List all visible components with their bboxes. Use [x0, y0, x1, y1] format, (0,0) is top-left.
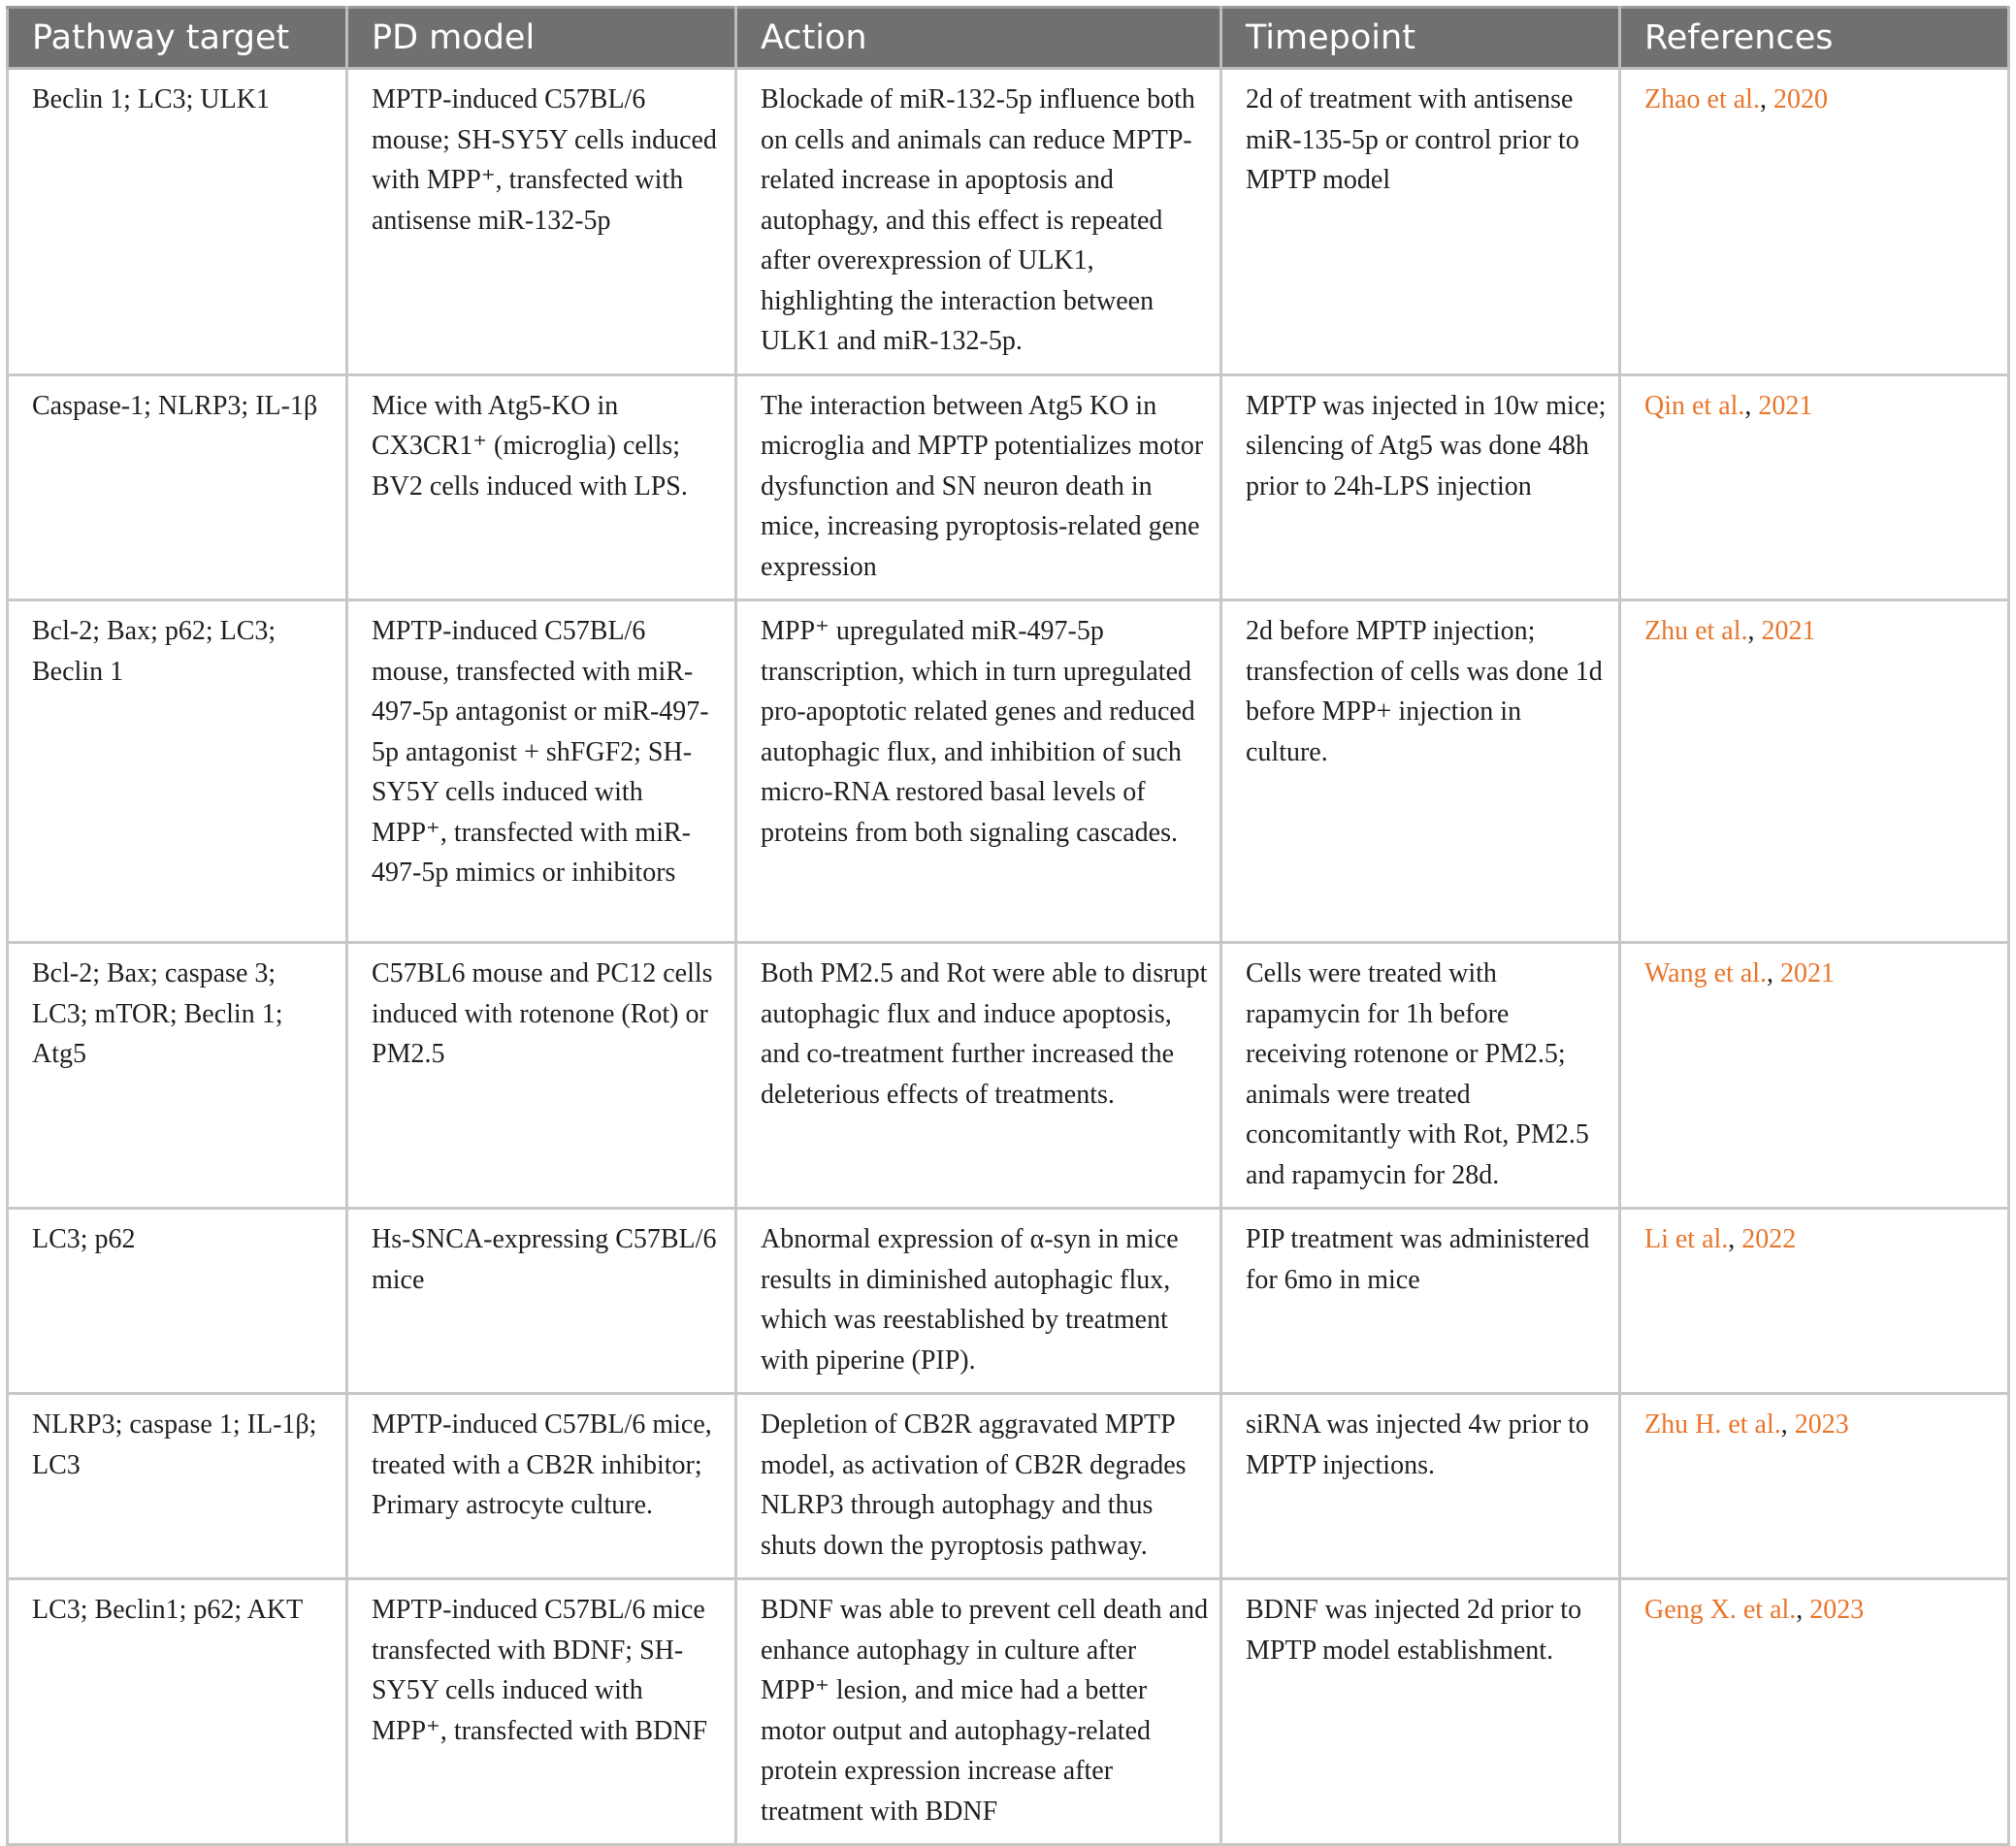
cell-pathway: Bcl-2; Bax; p62; LC3; Beclin 1 — [8, 600, 347, 943]
cell-timepoint: Cells were treated with rapamycin for 1h before receiving rotenone or PM2.5; animals were treated concomitantly with Rot, PM2.5 and rapamycin for 28d. — [1221, 943, 1620, 1209]
cell-pathway: LC3; Beclin1; p62; AKT — [8, 1579, 347, 1845]
cell-pathway: Caspase-1; NLRP3; IL-1β — [8, 374, 347, 600]
cell-timepoint: siRNA was injected 4w prior to MPTP injections. — [1221, 1394, 1620, 1579]
reference-author-link[interactable]: Geng X. et al. — [1644, 1595, 1797, 1625]
cell-reference: Li et al., 2022 — [1620, 1209, 2009, 1394]
table-row — [8, 1394, 2009, 1579]
reference-author-link[interactable]: Zhao et al. — [1644, 84, 1760, 114]
cell-model: MPTP-induced C57BL/6 mice, treated with a CB2R inhibitor; Primary astrocyte culture. — [347, 1394, 736, 1579]
table-row — [8, 69, 2009, 375]
reference-year-link[interactable]: 2021 — [1758, 390, 1813, 421]
reference-author-link[interactable]: Li et al. — [1644, 1224, 1729, 1254]
cell-pathway: NLRP3; caspase 1; IL-1β; LC3 — [8, 1394, 347, 1579]
cell-model: Hs-SNCA-expressing C57BL/6 mice — [347, 1209, 736, 1394]
cell-reference: Geng X. et al., 2023 — [1620, 1579, 2009, 1845]
reference-author-link[interactable]: Zhu et al. — [1644, 616, 1748, 646]
header-pd-model: PD model — [347, 8, 736, 69]
cell-action: BDNF was able to prevent cell death and enhance autophagy in culture after MPP⁺ lesion, and mice had a better motor output and autophagy-related protein expression increase after treatment with BDNF — [736, 1579, 1221, 1845]
cell-model: MPTP-induced C57BL/6 mouse; SH-SY5Y cells induced with MPP⁺, transfected with antisense miR-132-5p — [347, 69, 736, 375]
cell-reference: Qin et al., 2021 — [1620, 374, 2009, 600]
table-header — [8, 8, 2009, 69]
cell-model: MPTP-induced C57BL/6 mice transfected with BDNF; SH-SY5Y cells induced with MPP⁺, transfected with BDNF — [347, 1579, 736, 1845]
reference-year-link[interactable]: 2023 — [1809, 1595, 1865, 1625]
reference-year-link[interactable]: 2023 — [1794, 1409, 1849, 1440]
cell-model: Mice with Atg5-KO in CX3CR1⁺ (microglia) cells; BV2 cells induced with LPS. — [347, 374, 736, 600]
table-row — [8, 1209, 2009, 1394]
table-row — [8, 943, 2009, 1209]
cell-model: C57BL6 mouse and PC12 cells induced with rotenone (Rot) or PM2.5 — [347, 943, 736, 1209]
cell-timepoint: 2d of treatment with antisense miR-135-5p or control prior to MPTP model — [1221, 69, 1620, 375]
header-timepoint: Timepoint — [1221, 8, 1620, 69]
cell-reference: Zhu et al., 2021 — [1620, 600, 2009, 943]
header-row — [8, 8, 2009, 69]
header-references: References — [1620, 8, 2009, 69]
reference-year-link[interactable]: 2020 — [1772, 84, 1828, 114]
cell-pathway: Beclin 1; LC3; ULK1 — [8, 69, 347, 375]
cell-pathway: LC3; p62 — [8, 1209, 347, 1394]
cell-reference: Zhu H. et al., 2023 — [1620, 1394, 2009, 1579]
reference-author-link[interactable]: Zhu H. et al. — [1644, 1409, 1781, 1440]
pathway-table — [6, 6, 2010, 1846]
header-action: Action — [736, 8, 1221, 69]
reference-year-link[interactable]: 2021 — [1780, 958, 1836, 988]
cell-timepoint: BDNF was injected 2d prior to MPTP model establishment. — [1221, 1579, 1620, 1845]
reference-year-link[interactable]: 2022 — [1741, 1224, 1797, 1254]
table-row — [8, 600, 2009, 943]
cell-timepoint: MPTP was injected in 10w mice; silencing of Atg5 was done 48h prior to 24h-LPS injection — [1221, 374, 1620, 600]
cell-timepoint: PIP treatment was administered for 6mo in mice — [1221, 1209, 1620, 1394]
cell-action: Abnormal expression of α-syn in mice results in diminished autophagic flux, which was reestablished by treatment with piperine (PIP). — [736, 1209, 1221, 1394]
cell-reference: Wang et al., 2021 — [1620, 943, 2009, 1209]
cell-timepoint: 2d before MPTP injection; transfection of cells was done 1d before MPP+ injection in culture. — [1221, 600, 1620, 943]
table-container — [6, 6, 2007, 1846]
cell-action: Blockade of miR-132-5p influence both on cells and animals can reduce MPTP-related increase in apoptosis and autophagy, and this effect is repeated after overexpression of ULK1, highlighting the interaction between ULK1 and miR-132-5p. — [736, 69, 1221, 375]
reference-author-link[interactable]: Wang et al. — [1644, 958, 1768, 988]
table-row — [8, 1579, 2009, 1845]
cell-pathway: Bcl-2; Bax; caspase 3; LC3; mTOR; Beclin 1; Atg5 — [8, 943, 347, 1209]
header-pathway-target: Pathway target — [8, 8, 347, 69]
table-body — [8, 69, 2009, 1845]
table-row — [8, 374, 2009, 600]
cell-action: MPP⁺ upregulated miR-497-5p transcription, which in turn upregulated pro-apoptotic related genes and reduced autophagic flux, and inhibition of such micro-RNA restored basal levels of proteins from both signaling cascades. — [736, 600, 1221, 943]
reference-author-link[interactable]: Qin et al. — [1644, 390, 1745, 421]
cell-action: The interaction between Atg5 KO in microglia and MPTP potentializes motor dysfunction and SN neuron death in mice, increasing pyroptosis-related gene expression — [736, 374, 1221, 600]
reference-year-link[interactable]: 2021 — [1761, 616, 1816, 646]
cell-action: Both PM2.5 and Rot were able to disrupt autophagic flux and induce apoptosis, and co-treatment further increased the deleterious effects of treatments. — [736, 943, 1221, 1209]
cell-reference: Zhao et al., 2020 — [1620, 69, 2009, 375]
cell-action: Depletion of CB2R aggravated MPTP model, as activation of CB2R degrades NLRP3 through autophagy and thus shuts down the pyroptosis pathway. — [736, 1394, 1221, 1579]
cell-model: MPTP-induced C57BL/6 mouse, transfected with miR-497-5p antagonist or miR-497-5p antagonist + shFGF2; SH-SY5Y cells induced with MPP⁺, transfected with miR-497-5p mimics or inhibitors — [347, 600, 736, 943]
